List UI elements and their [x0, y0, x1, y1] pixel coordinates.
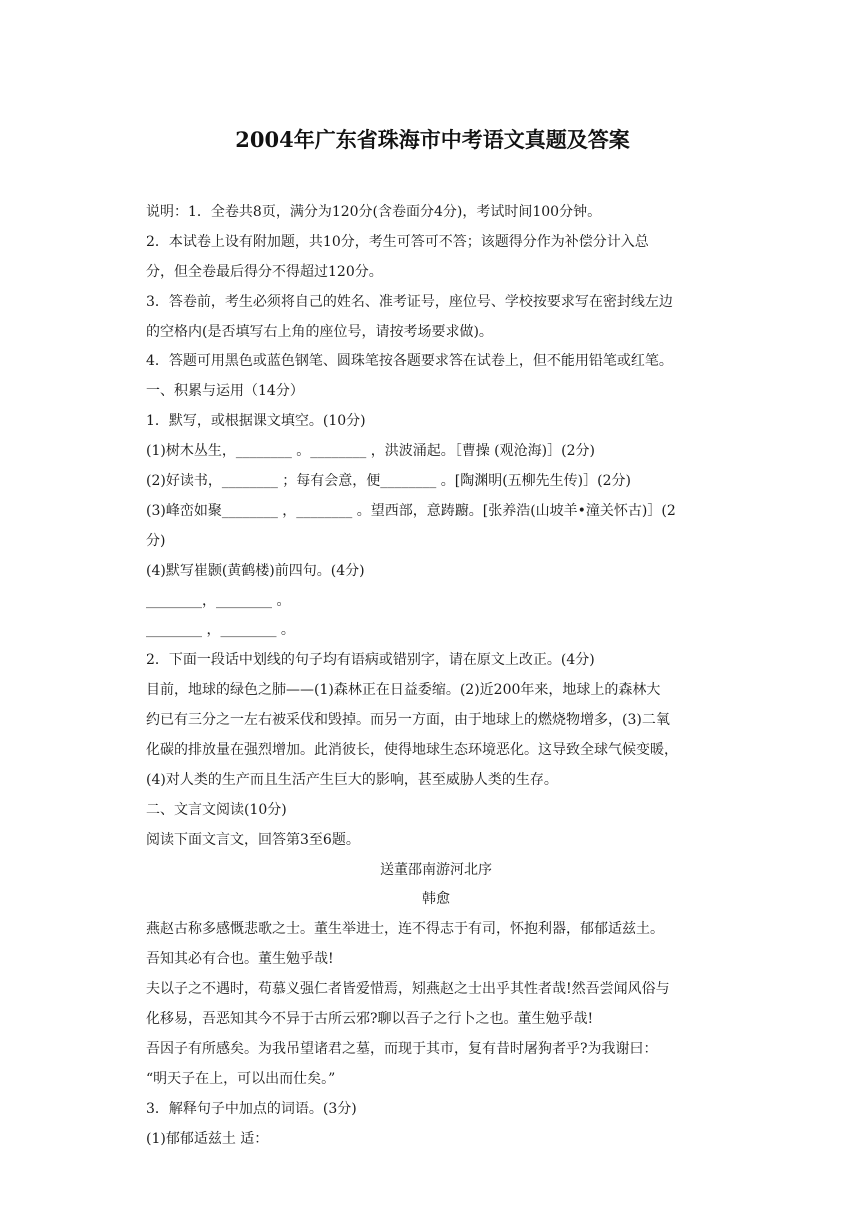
question-1-prompt: 1．默写，或根据课文填空。(10分)	[146, 413, 366, 430]
question-2-passage-3: 化碳的排放量在强烈增加。此消彼长，使得地球生态环境恶化。这导致全球气候变暖，	[146, 742, 678, 759]
question-1-item-1: (1)树木丛生，________ 。________ ，洪波涌起。［曹操 (观沧海)］(2分)	[146, 443, 595, 460]
instructions-line-6: 4．答题可用黑色或蓝色钢笔、圆珠笔按各题要求答在试卷上，但不能用铅笔或红笔。	[146, 353, 673, 370]
question-2-passage-2: 约已有三分之一左右被采伐和毁掉。而另一方面，由于地球上的燃烧物增多，(3)二氧	[146, 712, 670, 729]
question-2-passage-1: 目前，地球的绿色之肺——(1)森林正在日益委缩。(2)近200年来，地球上的森林大	[146, 682, 661, 699]
question-2-prompt: 2．下面一段话中划线的句子均有语病或错别字，请在原文上改正。(4分)	[146, 652, 595, 669]
passage-line-4: 化移易，吾恶知其今不异于古所云邪?聊以吾子之行卜之也。董生勉乎哉!	[146, 1011, 594, 1028]
question-1-item-2: (2)好读书，________ ；每有会意，便________ 。[陶渊明(五柳先生传)］(2分)	[146, 473, 631, 490]
instructions-line-1: 说明：1．全卷共8页，满分为120分(含卷面分4分)，考试时间100分钟。	[146, 204, 602, 220]
passage-line-6: “明天子在上，可以出而仕矣。”	[146, 1070, 336, 1087]
passage-line-1: 燕赵古称多感慨悲歌之士。董生举进士，连不得志于有司，怀抱利器，郁郁适兹土。	[146, 921, 664, 938]
instructions-line-3: 分，但全卷最后得分不得超过120分。	[146, 263, 383, 280]
answer-blank-line-1: ________，________ 。	[146, 592, 291, 609]
passage-title: 送董邵南游河北序	[380, 861, 492, 878]
instructions-line-4: 3．答卷前，考生必须将自己的姓名、准考证号，座位号、学校按要求写在密封线左边	[146, 293, 673, 310]
document-body	[146, 198, 726, 1155]
answer-blank-line-2: ________ ，________ 。	[146, 622, 295, 639]
reading-instruction: 阅读下面文言文，回答第3至6题。	[146, 831, 360, 848]
instructions-line-2: 2．本试卷上设有附加题，共10分，考生可答可不答；该题得分作为补偿分计入总	[146, 233, 649, 250]
document-title: 2004年广东省珠海市中考语文真题及答案	[235, 127, 630, 152]
question-3-prompt: 3．解释句子中加点的词语。(3分)	[146, 1100, 357, 1117]
passage-line-3: 夫以子之不遇时，苟慕义强仁者皆爱惜焉，矧燕赵之士出乎其性者哉!然吾尝闻风俗与	[146, 981, 670, 998]
question-1-item-3-cont: 分)	[146, 532, 166, 549]
passage-line-2: 吾知其必有合也。董生勉乎哉!	[146, 951, 334, 968]
section-heading-1: 一、积累与运用（14分）	[146, 383, 304, 400]
question-1-item-4: (4)默写崔颢(黄鹤楼)前四句。(4分)	[146, 562, 365, 579]
section-heading-2: 二、文言文阅读(10分)	[146, 801, 287, 818]
instructions-line-5: 的空格内(是否填写右上角的座位号，请按考场要求做)。	[146, 323, 493, 340]
question-3-item-1: (1)郁郁适兹土 适：	[146, 1130, 269, 1147]
passage-line-5: 吾因子有所感矣。为我吊望诸君之墓，而现于其市，复有昔时屠狗者乎?为我谢曰：	[146, 1040, 658, 1057]
question-2-passage-4: (4)对人类的生产而且生活产生巨大的影响，甚至威胁人类的生存。	[146, 771, 558, 788]
question-1-item-3: (3)峰峦如聚________ ，________ 。望西部，意踌躕。[张养浩(山坡羊•潼关怀古)］(2	[146, 502, 676, 519]
passage-author: 韩愈	[422, 891, 450, 908]
